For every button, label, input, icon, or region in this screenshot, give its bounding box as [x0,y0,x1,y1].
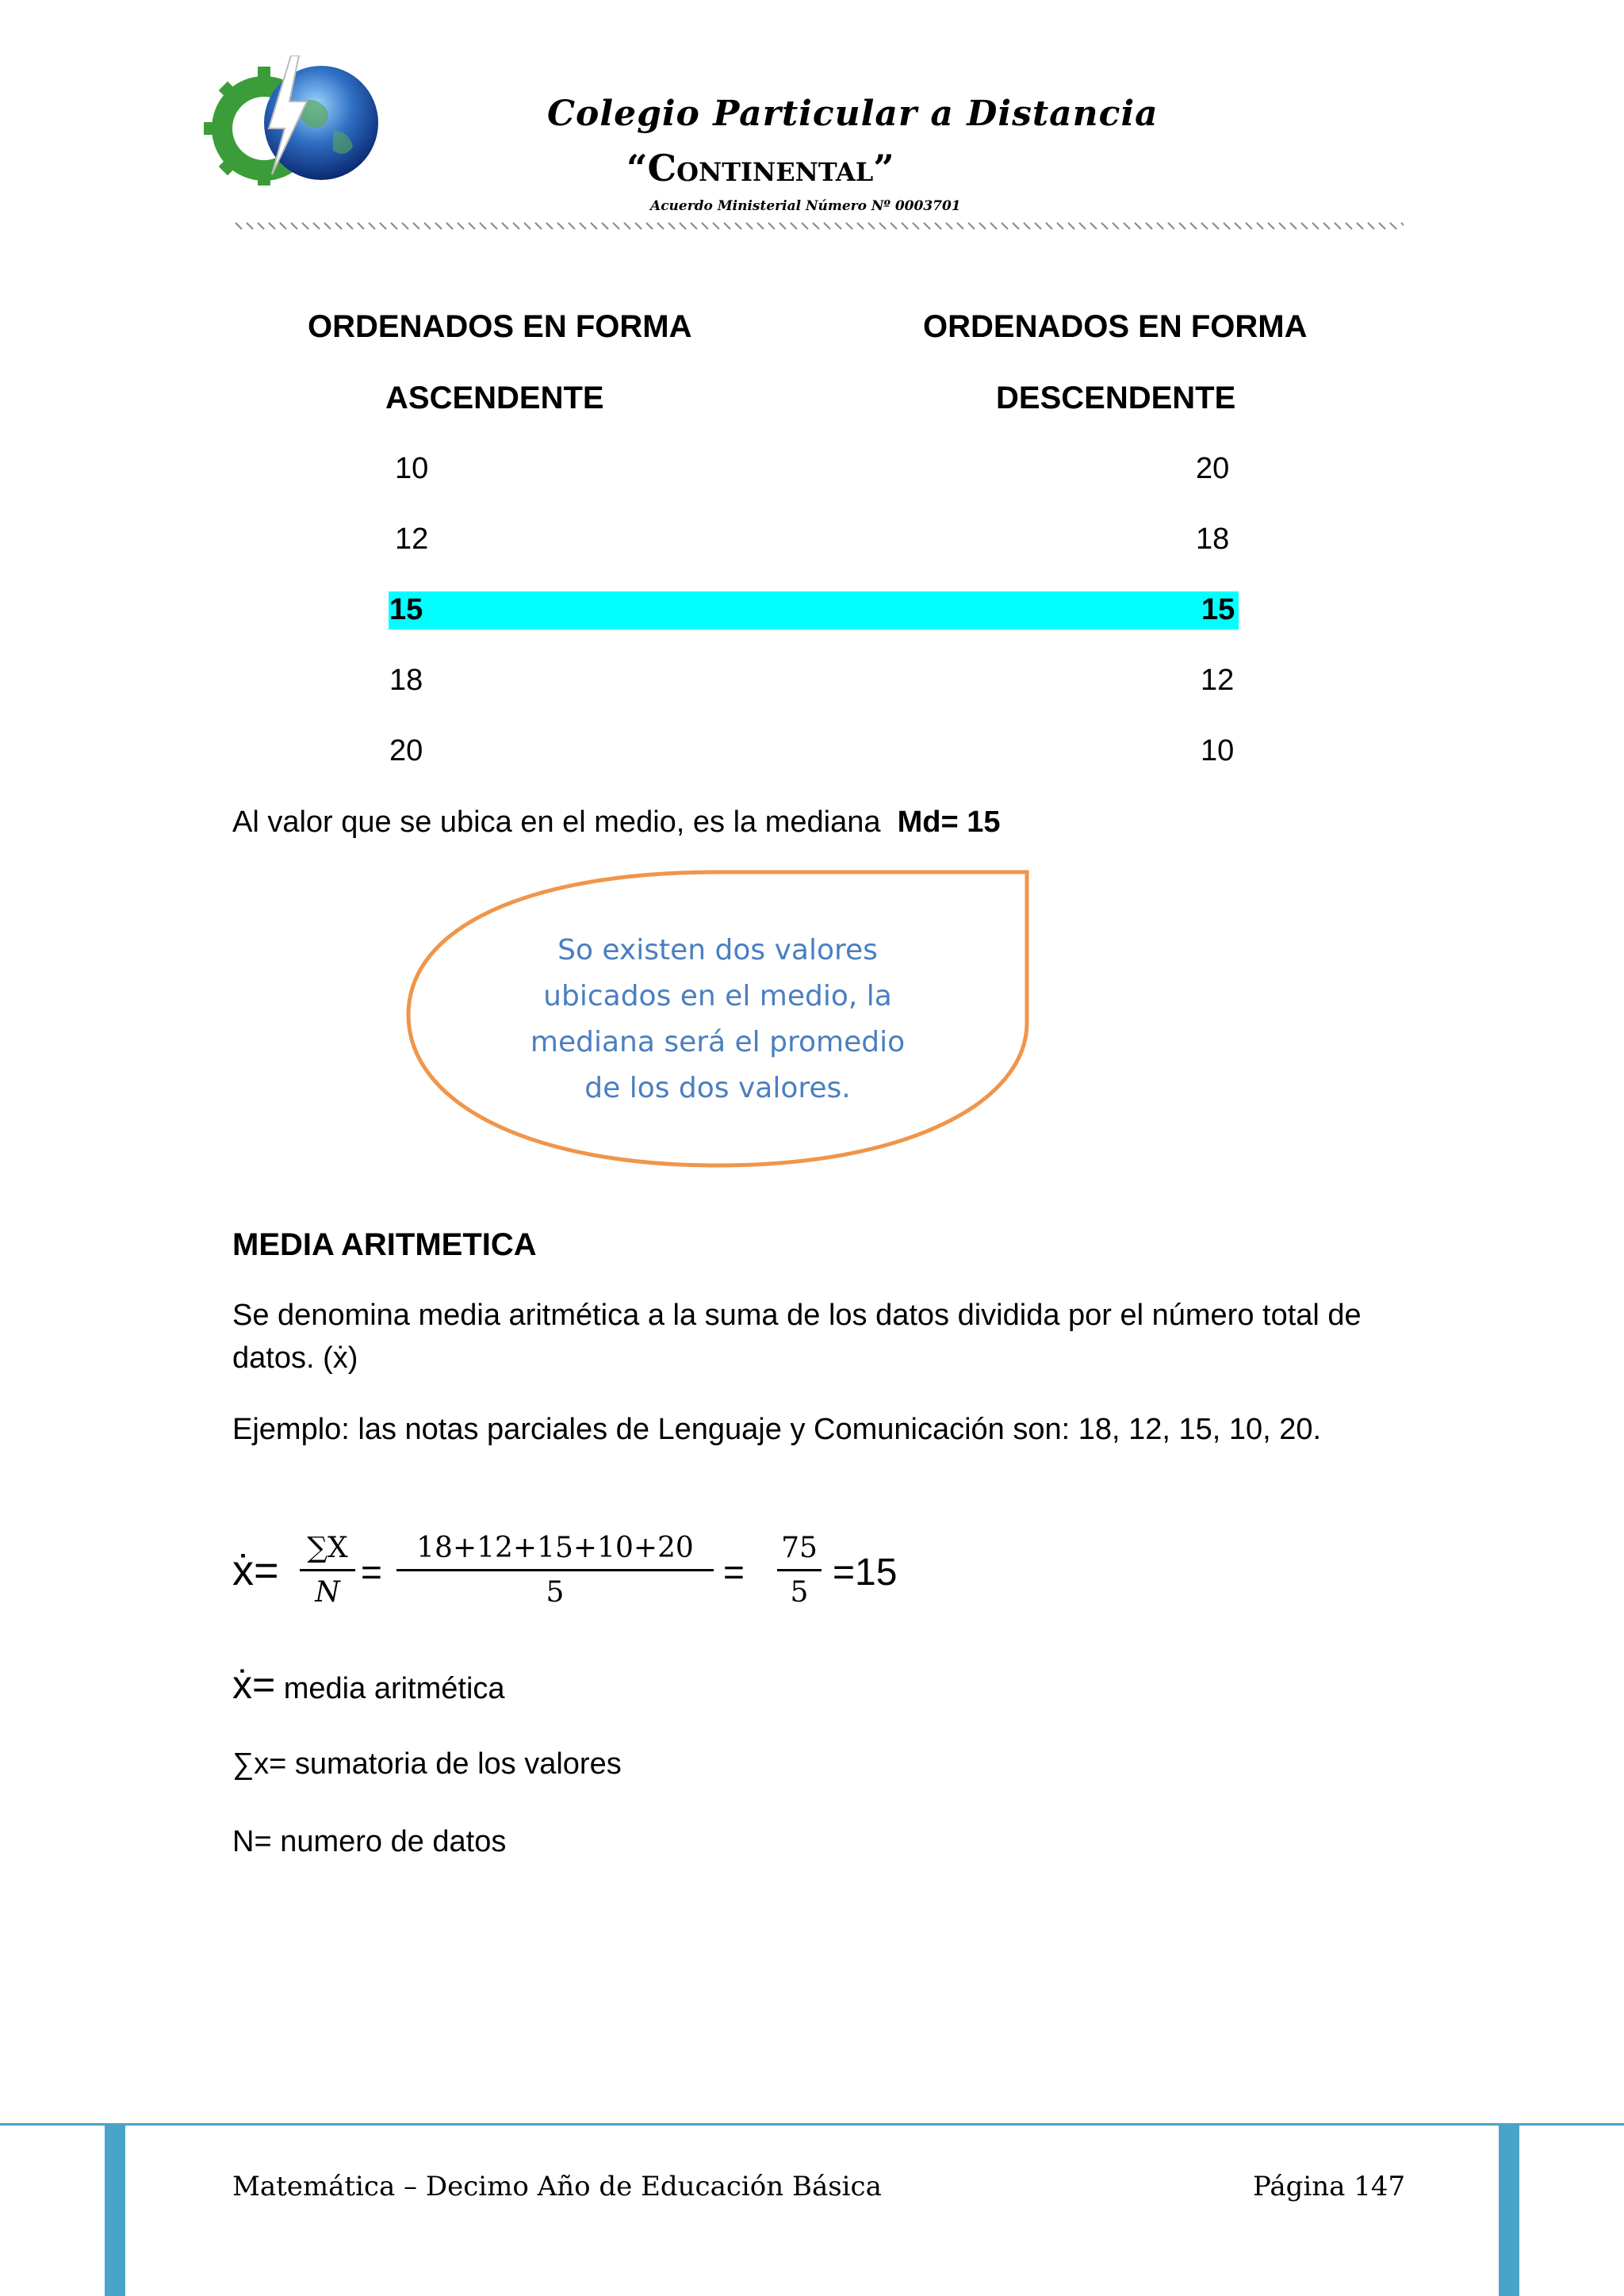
fraction-numerator: 75 [777,1532,822,1571]
legend-text: media aritmética [275,1672,505,1705]
legend-numero: N= numero de datos [232,1825,507,1858]
legend-symbol: ẋ= [232,1663,276,1707]
fraction-values-over-count [396,1532,714,1609]
footer-subject: Matemática – Decimo Año de Educación Básica [232,2171,882,2202]
school-logo [202,55,396,186]
ascending-value: 12 [395,522,429,556]
fraction-sum-over-n [300,1532,355,1609]
formula-result: =15 [833,1552,898,1594]
descending-value: 10 [1201,734,1235,767]
acuerdo-text: Acuerdo Ministerial Número Nº 0003701 [650,198,961,214]
footer-left-bar [105,2126,125,2296]
sigma-symbol: ∑ [232,1747,255,1781]
school-name: “Continental” [626,147,894,189]
descending-value: 12 [1201,664,1235,697]
ascending-median-value: 15 [389,593,423,626]
school-title: Colegio Particular a Distancia [547,94,1159,134]
formula-lhs: ẋ= [232,1547,279,1594]
median-result: Md= 15 [897,806,1001,839]
media-example: Ejemplo: las notas parciales de Lenguaje y Comunicación son: 18, 12, 15, 10, 20. [232,1413,1322,1446]
median-text: Al valor que se ubica en el medio, es la mediana [232,806,881,839]
media-definition: Se denomina media aritmética a la suma de los datos dividida por el número total de datos. (ẋ) [232,1299,1362,1375]
footer-page-number: Página 147 [1253,2171,1406,2202]
footer-right-bar [1499,2126,1519,2296]
header-divider [234,220,1404,232]
median-sentence [232,801,1001,844]
left-heading-line1: ORDENADOS EN FORMA [308,309,692,344]
right-heading-line2: DESCENDENTE [996,381,1236,415]
descending-value: 20 [1196,452,1230,485]
legend-media [232,1662,505,1708]
ascending-value: 10 [395,452,429,485]
media-heading: MEDIA ARITMETICA [232,1227,537,1262]
right-heading-line1: ORDENADOS EN FORMA [923,309,1308,344]
fraction-total-over-count [777,1532,822,1609]
fraction-denominator: N [315,1576,340,1609]
fraction-numerator: 18+12+15+10+20 [396,1532,714,1571]
legend-sumatoria [232,1747,622,1781]
formula-equals: = [361,1552,382,1593]
fraction-denominator: 5 [546,1576,565,1609]
legend-text: x= sumatoria de los valores [254,1747,622,1781]
ascending-value: 18 [389,664,423,697]
formula-equals: = [723,1552,745,1593]
callout-text: So existen dos valores ubicados en el medio, la mediana será el promedio de los dos valores. [530,934,906,1104]
footer-rule [0,2123,1624,2126]
descending-median-value: 15 [1201,593,1235,626]
fraction-denominator: 5 [790,1576,809,1609]
ascending-value: 20 [389,734,423,767]
fraction-numerator: ∑X [300,1532,355,1571]
median-highlight [389,591,1239,629]
left-heading-line2: ASCENDENTE [385,381,604,415]
descending-value: 18 [1196,522,1230,556]
